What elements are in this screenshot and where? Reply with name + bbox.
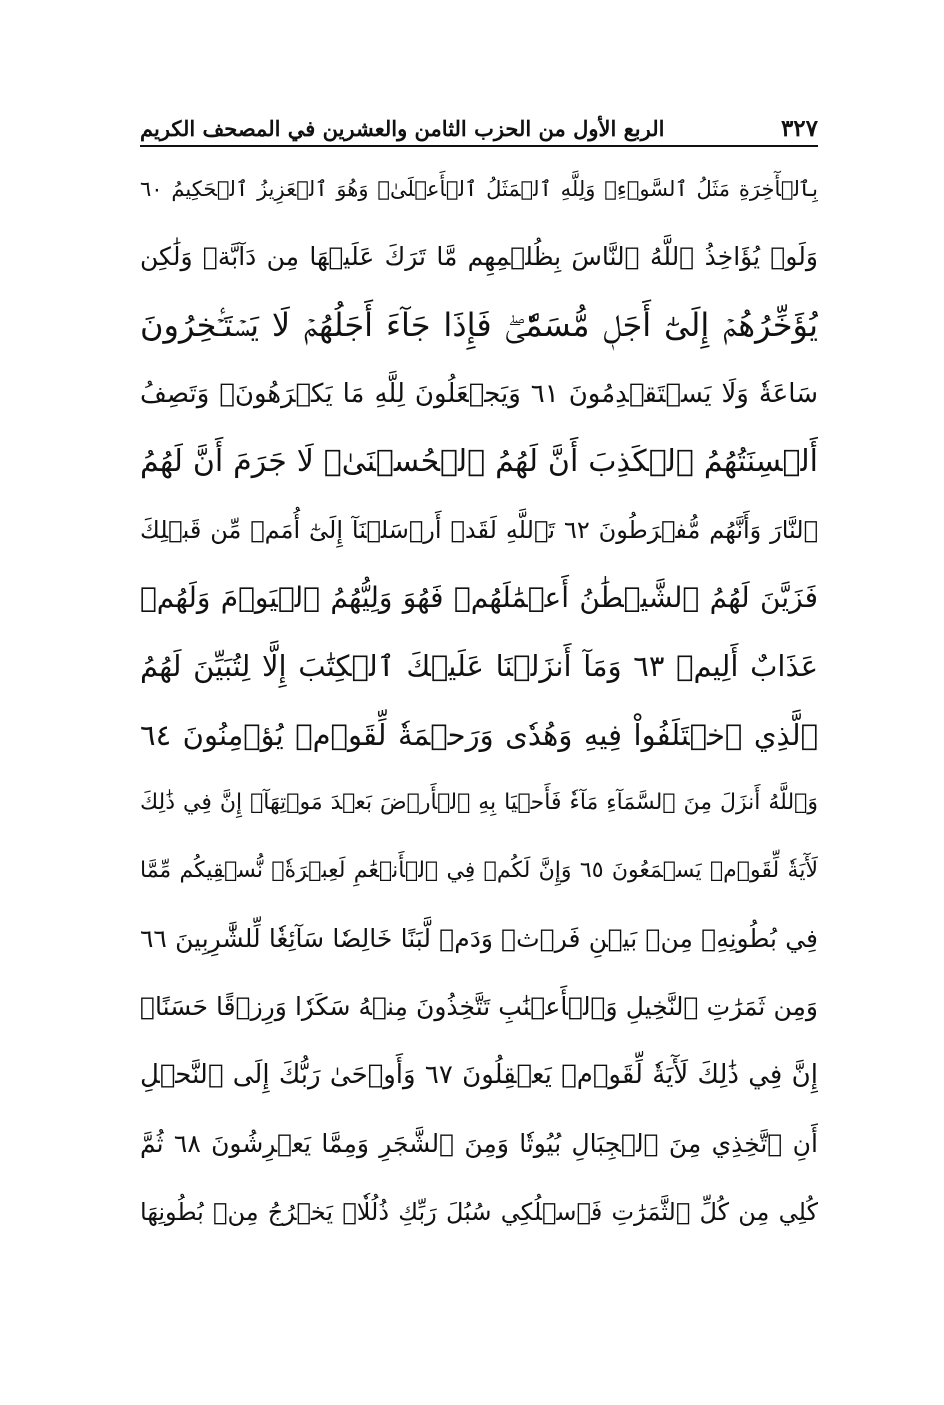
verse-line: فَزَيَّنَ لَهُمُ ٱلشَّيۡطَٰنُ أَعۡمَٰلَهُمۡ فَهُوَ وَلِيُّهُمُ ٱلۡيَوۡمَ وَلَهُمۡ (140, 581, 818, 615)
verse-line: ٱلَّذِي ٱخۡتَلَفُواْ فِيهِ وَهُدٗى وَرَحۡمَةٗ لِّقَوۡمٖ يُؤۡمِنُونَ ٦٤ (140, 717, 818, 752)
verse-block (140, 155, 818, 1246)
verse-line: كُلِي مِن كُلِّ ٱلثَّمَرَٰتِ فَٱسۡلُكِي سُبُلَ رَبِّكِ ذُلُلٗاۚ يَخۡرُجُ مِنۢ بُطُونِهَا (140, 1197, 818, 1226)
verse-line: فِي بُطُونِهِۦ مِنۢ بَيۡنِ فَرۡثٖ وَدَمٖ لَّبَنًا خَالِصٗا سَآئِغٗا لِّلشَّٰرِبِينَ ٦٦ (140, 924, 818, 954)
verse-line: وَلَوۡ يُؤَاخِذُ ٱللَّهُ ٱلنَّاسَ بِظُلۡمِهِم مَّا تَرَكَ عَلَيۡهَا مِن دَآبَّةٖ وَلَٰكِن (140, 242, 818, 272)
verse-line: وَمِن ثَمَرَٰتِ ٱلنَّخِيلِ وَٱلۡأَعۡنَٰبِ تَتَّخِذُونَ مِنۡهُ سَكَرٗا وَرِزۡقًا حَسَنًاۚ (140, 992, 818, 1022)
verse-line: أَنِ ٱتَّخِذِي مِنَ ٱلۡجِبَالِ بُيُوتٗا وَمِنَ ٱلشَّجَرِ وَمِمَّا يَعۡرِشُونَ ٦٨ ثُمَّ (140, 1128, 818, 1158)
header-title: الربع الأول من الحزب الثامن والعشرين في المصحف الكريم (140, 115, 665, 141)
verse-line: لَأٓيَةٗ لِّقَوۡمٖ يَسۡمَعُونَ ٦٥ وَإِنَّ لَكُمۡ فِي ٱلۡأَنۡعَٰمِ لَعِبۡرَةٗۖ نُّسۡقِيكُم مِّمَّا (140, 857, 818, 883)
verse-line: ٱلنَّارَ وَأَنَّهُم مُّفۡرَطُونَ ٦٢ تَٱللَّهِ لَقَدۡ أَرۡسَلۡنَآ إِلَىٰٓ أُمَمٖ مِّن قَبۡلِكَ (140, 515, 818, 544)
verse-line: عَذَابٌ أَلِيمٞ ٦٣ وَمَآ أَنزَلۡنَا عَلَيۡكَ ٱلۡكِتَٰبَ إِلَّا لِتُبَيِّنَ لَهُمُ (140, 649, 818, 684)
verse-line: سَاعَةٗ وَلَا يَسۡتَقۡدِمُونَ ٦١ وَيَجۡعَلُونَ لِلَّهِ مَا يَكۡرَهُونَۚ وَتَصِفُ (140, 378, 818, 409)
verse-line: بِٱلۡأٓخِرَةِ مَثَلُ ٱلسَّوۡءِۖ وَلِلَّهِ ٱلۡمَثَلُ ٱلۡأَعۡلَىٰۚ وَهُوَ ٱلۡعَزِيزُ ٱلۡحَكِيمُ ٦٠ (140, 177, 818, 201)
verse-line: وَٱللَّهُ أَنزَلَ مِنَ ٱلسَّمَآءِ مَآءٗ فَأَحۡيَا بِهِ ٱلۡأَرۡضَ بَعۡدَ مَوۡتِهَآۚ إِنَّ فِي ذَٰلِكَ (140, 789, 818, 815)
page-number: ٣٢٧ (780, 114, 818, 142)
header-divider (140, 145, 818, 147)
verse-line: إِنَّ فِي ذَٰلِكَ لَأٓيَةٗ لِّقَوۡمٖ يَعۡقِلُونَ ٦٧ وَأَوۡحَىٰ رَبُّكَ إِلَى ٱلنَّحۡلِ (140, 1060, 818, 1091)
verse-line: يُؤَخِّرُهُمۡ إِلَىٰٓ أَجَلٖ مُّسَمّٗىۖ فَإِذَا جَآءَ أَجَلُهُمۡ لَا يَسۡتَـٔۡخِرُونَ (140, 306, 818, 345)
verse-line: أَلۡسِنَتُهُمُ ٱلۡكَذِبَ أَنَّ لَهُمُ ٱلۡحُسۡنَىٰۖ لَا جَرَمَ أَنَّ لَهُمُ (140, 443, 818, 479)
page-header (140, 108, 818, 148)
